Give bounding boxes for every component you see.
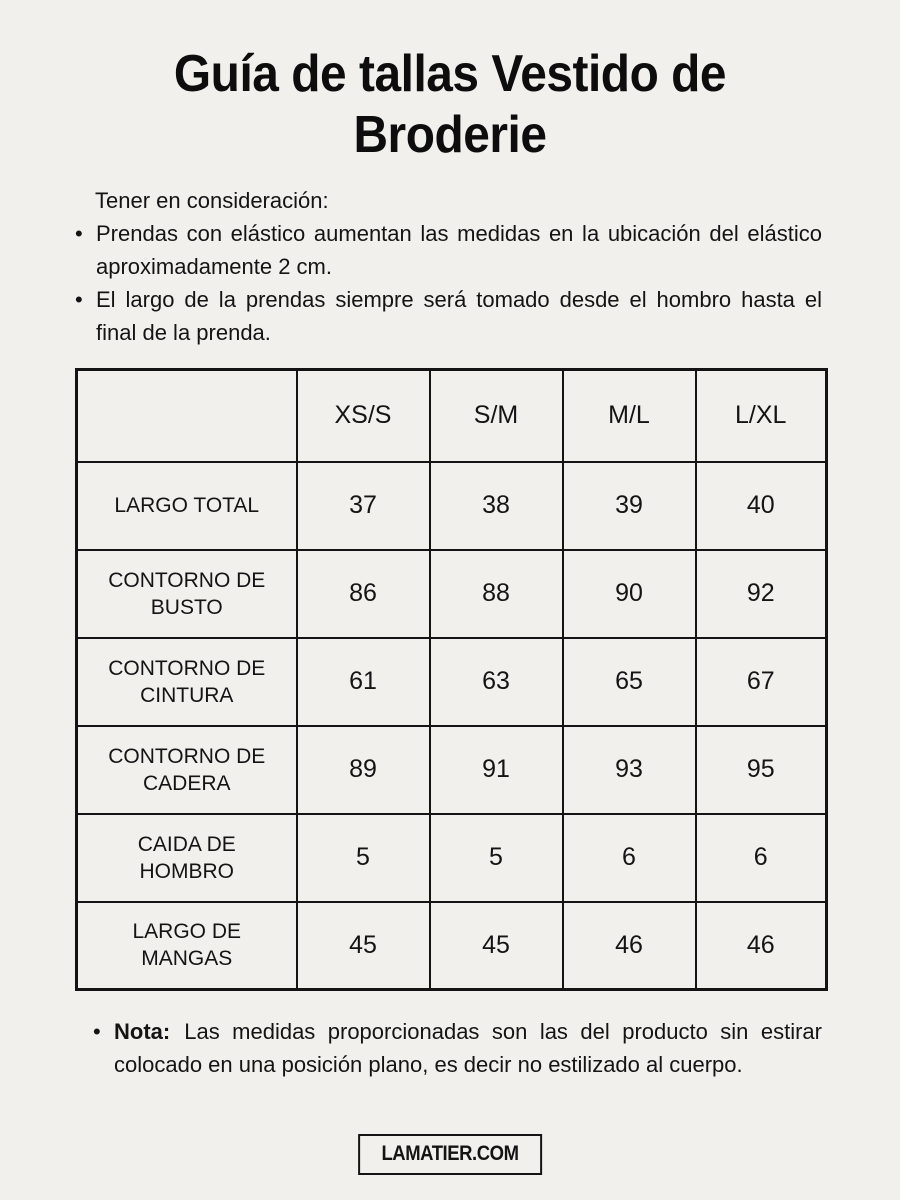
row-label: LARGO DE MANGAS [77, 902, 297, 990]
size-table-header-row [77, 370, 827, 462]
size-value: 63 [430, 638, 563, 726]
size-value: 93 [563, 726, 696, 814]
list-item-text: Prendas con elástico aumentan las medidas en la ubicación del elástico aproximadamente 2 cm. [96, 221, 822, 279]
row-label: CONTORNO DE BUSTO [77, 550, 297, 638]
page-title-line-1: Guía de tallas Vestido de [173, 45, 727, 103]
note-text [114, 1015, 822, 1081]
table-row-largo-mangas [77, 902, 827, 990]
size-value: 6 [563, 814, 696, 902]
size-value: 67 [696, 638, 827, 726]
note-label: Nota: [114, 1019, 171, 1044]
page-title-line-2: Broderie [353, 106, 547, 164]
brand-label: LAMATIER.COM [381, 1142, 519, 1165]
size-value: 37 [297, 462, 430, 550]
column-header-xs-s: XS/S [297, 370, 430, 462]
column-header-l-xl: L/XL [696, 370, 827, 462]
page-title [0, 44, 900, 166]
column-header-empty [77, 370, 297, 462]
size-value: 61 [297, 638, 430, 726]
size-value: 88 [430, 550, 563, 638]
row-label: CONTORNO DE CINTURA [77, 638, 297, 726]
size-table [75, 368, 828, 991]
considerations-list [75, 217, 822, 349]
size-value: 40 [696, 462, 827, 550]
table-row-caida-hombro [77, 814, 827, 902]
list-item-text: El largo de la prendas siempre será tomado desde el hombro hasta el final de la prenda. [96, 287, 822, 345]
size-value: 5 [430, 814, 563, 902]
size-value: 39 [563, 462, 696, 550]
size-value: 89 [297, 726, 430, 814]
brand-box [358, 1134, 542, 1175]
size-value: 92 [696, 550, 827, 638]
size-value: 45 [430, 902, 563, 990]
table-row-contorno-cintura [77, 638, 827, 726]
list-item [75, 217, 822, 283]
bullet-icon: • [75, 287, 83, 312]
table-row-largo-total [77, 462, 827, 550]
row-label: CONTORNO DE CADERA [77, 726, 297, 814]
size-value: 38 [430, 462, 563, 550]
size-value: 5 [297, 814, 430, 902]
size-value: 65 [563, 638, 696, 726]
row-label: CAIDA DE HOMBRO [77, 814, 297, 902]
note-row [93, 1015, 822, 1081]
size-value: 86 [297, 550, 430, 638]
bullet-icon: • [93, 1019, 101, 1044]
note-body: Las medidas proporcionadas son las del producto sin estirar colocado en una posición plano, es decir no estilizado al cuerpo. [114, 1019, 822, 1077]
size-value: 46 [563, 902, 696, 990]
size-value: 6 [696, 814, 827, 902]
note [93, 1015, 822, 1081]
table-row-contorno-cadera [77, 726, 827, 814]
column-header-m-l: M/L [563, 370, 696, 462]
size-value: 45 [297, 902, 430, 990]
intro-heading: Tener en consideración: [95, 188, 329, 213]
column-header-s-m: S/M [430, 370, 563, 462]
size-value: 91 [430, 726, 563, 814]
size-value: 95 [696, 726, 827, 814]
bullet-icon: • [75, 221, 83, 246]
size-value: 46 [696, 902, 827, 990]
row-label: LARGO TOTAL [77, 462, 297, 550]
list-item [75, 283, 822, 349]
table-row-contorno-busto [77, 550, 827, 638]
size-value: 90 [563, 550, 696, 638]
